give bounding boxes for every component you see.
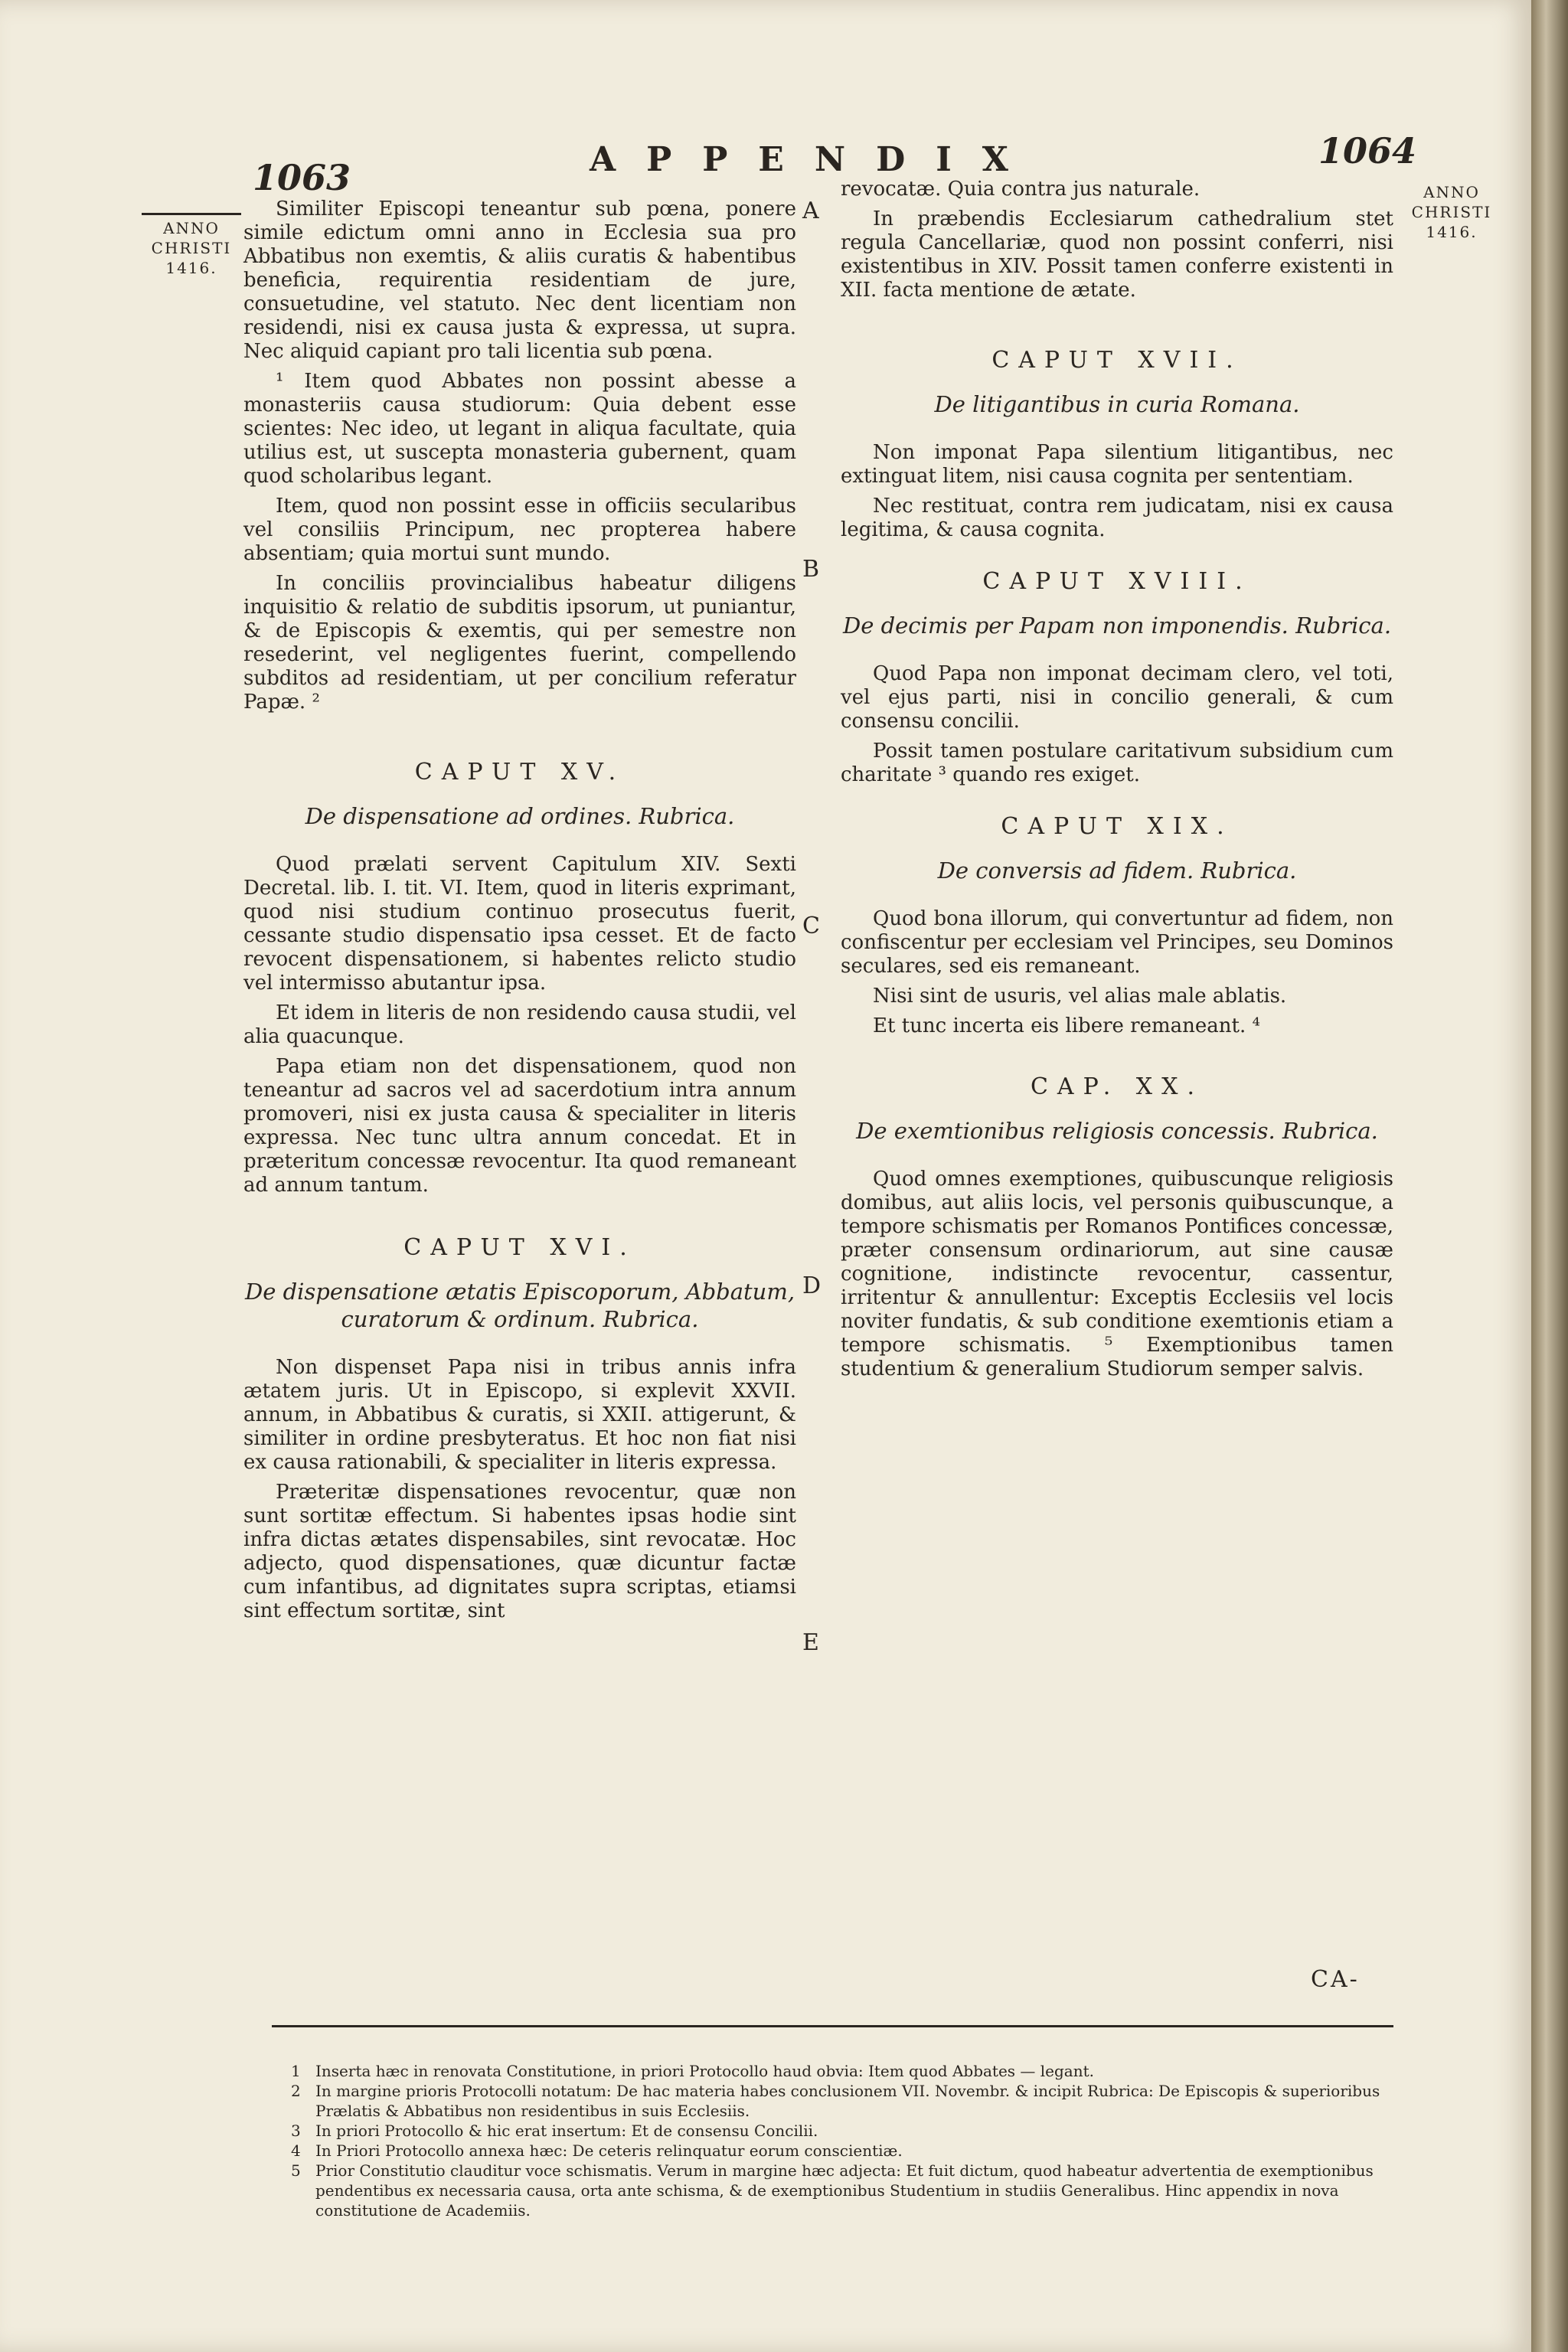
- footnote-number: 5: [291, 2161, 301, 2180]
- left-column: [243, 198, 796, 1629]
- paragraph: Similiter Episcopi teneantur sub pœna, ponere simile edictum omni anno in Ecclesia sua pro Abbatibus non exemtis, & aliis curatis & habentibus beneficia, requirentia residentiam de jure, consuetudine, vel statuto. Nec dent licentiam non residendi, nisi ex causa justa & expressa, ut supra. Nec aliquid capiant pro tali licentia sub pœna.: [243, 198, 796, 363]
- year-label: 1416.: [165, 259, 217, 277]
- paragraph: Papa etiam non det dispensationem, quod non teneantur ad sacros vel ad sacerdotium intra annum promoveri, nisi ex justa causa & specialiter in literis expressa. Nec tunc ultra annum concedat. Et in præteritum concessæ revocentur. Ita quod remaneant ad annum tantum.: [243, 1055, 796, 1197]
- chapter-heading: CAPUT XVI.: [403, 1234, 636, 1261]
- page-number-left: 1063: [253, 157, 351, 198]
- margin-letter-c: C: [802, 913, 820, 939]
- paragraph: In conciliis provincialibus habeatur diligens inquisitio & relatio de subditis ipsorum, ut puniantur, & de Episcopis & exemtis, qui per semestre non resederint, vel negligentes fuerint, compellendo subditos ad residentiam, ut per concilium referatur Papæ. ²: [243, 572, 796, 714]
- anno-label: ANNO: [163, 219, 220, 237]
- footnote: [291, 2081, 1393, 2121]
- chapter-subtitle: De dispensatione ad ordines. Rubrica.: [305, 803, 735, 829]
- footnote-number: 4: [291, 2141, 301, 2160]
- catchword: CA-: [1311, 1966, 1360, 1993]
- footnote-text: In Priori Protocollo annexa hæc: De ceteris relinquatur eorum conscientiæ.: [315, 2141, 903, 2160]
- paragraph: ¹ Item quod Abbates non possint abesse a monasteriis causa studiorum: Quia debent esse scientes: Nec ideo, ut legant in aliqua facultate, quia utilius est, ut suscepta monasteria gubernent, quam quod scholaribus legant.: [243, 370, 796, 488]
- footnote: [291, 2141, 1393, 2161]
- paragraph: Præteritæ dispensationes revocentur, quæ non sunt sortitæ effectum. Si habentes ipsas hodie sint infra dictas ætates dispensabiles, sint revocatæ. Hoc adjecto, quod dispensationes, quæ dicuntur factæ cum infantibus, ad dignitates supra scriptas, etiamsi sint effectum sortitæ, sint: [243, 1481, 796, 1622]
- paragraph: Item, quod non possint esse in officiis secularibus vel consiliis Principum, nec propterea habere absentiam; quia mortui sunt mundo.: [243, 495, 796, 565]
- year-marker-left: [142, 213, 241, 278]
- paragraph: Et tunc incerta eis libere remaneant. ⁴: [873, 1014, 1260, 1037]
- chapter-heading: CAPUT XIX.: [1001, 813, 1233, 840]
- footnote-rule: [272, 2025, 1393, 2027]
- paragraph: Quod prælati servent Capitulum XIV. Sexti Decretal. lib. I. tit. VI. Item, quod in literis exprimant, quod nisi studium continuo prosecutus fuerit, cessante studio dispensatio ipsa cesset. Et de facto revocent dispensationem, si habentes relicto studio vel intermisso abutantur ipsa.: [243, 853, 796, 995]
- footnotes: [291, 2061, 1393, 2220]
- year-label: 1416.: [1426, 223, 1478, 241]
- page-edge: [1531, 0, 1568, 2352]
- paragraph: In præbendis Ecclesiarum cathedralium stet regula Cancellariæ, quod non possint conferri, nisi existentibus in XIV. Possit tamen conferre existenti in XII. facta mentione de ætate.: [841, 207, 1393, 302]
- footnote: [291, 2061, 1393, 2081]
- paragraph: Non dispenset Papa nisi in tribus annis infra ætatem juris. Ut in Episcopo, si explevit XXVII. annum, in Abbatibus & curatis, si XXII. attigerunt, & similiter in ordine presbyteratus. Et hoc non fiat nisi ex causa rationabili, & specialiter in literis expressa.: [243, 1356, 796, 1474]
- footnote-text: Prior Constitutio clauditur voce schismatis. Verum in margine hæc adjecta: Et fuit dictum, quod habeatur advertentia de exemptionibus pendentibus ex necessaria causa, orta ante schisma, & de exemptionibus Studentium in studiis Generalibus. Hinc appendix in nova constitutione de Academiis.: [315, 2161, 1374, 2220]
- footnote-number: 2: [291, 2082, 301, 2100]
- margin-letter-e: E: [802, 1629, 819, 1656]
- margin-letter-b: B: [802, 556, 820, 583]
- paragraph: Possit tamen postulare caritativum subsidium cum charitate ³ quando res exiget.: [841, 740, 1393, 786]
- footnote-text: In margine prioris Protocolli notatum: De hac materia habes conclusionem VII. Novembr. & incipit Rubrica: De Episcopis & superioribus Prælatis & Abbatibus non residentibus in suis Ecclesiis.: [315, 2082, 1380, 2120]
- footnote: [291, 2161, 1393, 2220]
- chapter-subtitle: De dispensatione ætatis Episcoporum, Abbatum, curatorum & ordinum. Rubrica.: [244, 1279, 795, 1332]
- footnote-text: Inserta hæc in renovata Constitutione, in priori Protocollo haud obvia: Item quod Abbates — legant.: [315, 2062, 1095, 2080]
- chapter-subtitle: De conversis ad fidem. Rubrica.: [937, 858, 1297, 884]
- anno-label: ANNO: [1423, 183, 1480, 201]
- christi-label: CHRISTI: [1411, 203, 1492, 221]
- year-marker-right: [1398, 182, 1505, 242]
- chapter-heading: CAPUT XVII.: [991, 347, 1243, 374]
- footnote-number: 1: [291, 2062, 301, 2080]
- margin-letter-d: D: [802, 1272, 822, 1299]
- chapter-heading: CAPUT XVIII.: [982, 568, 1252, 595]
- chapter-heading: CAPUT XV.: [414, 759, 626, 786]
- paragraph: revocatæ. Quia contra jus naturale.: [841, 178, 1200, 201]
- christi-label: CHRISTI: [151, 239, 232, 257]
- chapter-heading: CAP. XX.: [1030, 1073, 1204, 1100]
- right-column: [841, 178, 1393, 1387]
- paragraph: Nisi sint de usuris, vel alias male ablatis.: [873, 985, 1287, 1008]
- paragraph: Et idem in literis de non residendo causa studii, vel alia quacunque.: [243, 1001, 796, 1048]
- paragraph: Non imponat Papa silentium litigantibus, nec extinguat litem, nisi causa cognita per sententiam.: [841, 441, 1393, 488]
- paragraph: Quod bona illorum, qui convertuntur ad fidem, non confiscentur per ecclesiam vel Principes, seu Dominos seculares, sed eis remaneant.: [841, 907, 1393, 978]
- footnote: [291, 2121, 1393, 2141]
- paragraph: Quod Papa non imponat decimam clero, vel toti, vel ejus parti, nisi in concilio generali, & cum consensu concilii.: [841, 662, 1393, 733]
- running-head: APPENDIX: [590, 140, 1039, 179]
- paragraph: Quod omnes exemptiones, quibuscunque religiosis domibus, aut aliis locis, vel personis quibuscunque, a tempore schismatis per Romanos Pontifices concessæ, præter consensum ordinariorum, aut sine causæ cognitione, indistincte revocentur, cassentur, irritentur & annullentur: Exceptis Ecclesiis vel locis noviter fundatis, & sub conditione exemtionis etiam a tempore schismatis. ⁵ Exemptionibus tamen studentium & generalium Studiorum semper salvis.: [841, 1168, 1393, 1380]
- footnote-text: In priori Protocollo & hic erat insertum: Et de consensu Concilii.: [315, 2122, 818, 2140]
- margin-letter-a: A: [802, 198, 819, 224]
- page-number-right: 1064: [1318, 130, 1417, 172]
- chapter-subtitle: De litigantibus in curia Romana.: [934, 391, 1300, 417]
- paragraph: Nec restituat, contra rem judicatam, nisi ex causa legitima, & causa cognita.: [841, 495, 1393, 541]
- chapter-subtitle: De decimis per Papam non imponendis. Rubrica.: [842, 612, 1392, 639]
- chapter-subtitle: De exemtionibus religiosis concessis. Rubrica.: [856, 1118, 1378, 1144]
- footnote-number: 3: [291, 2122, 301, 2140]
